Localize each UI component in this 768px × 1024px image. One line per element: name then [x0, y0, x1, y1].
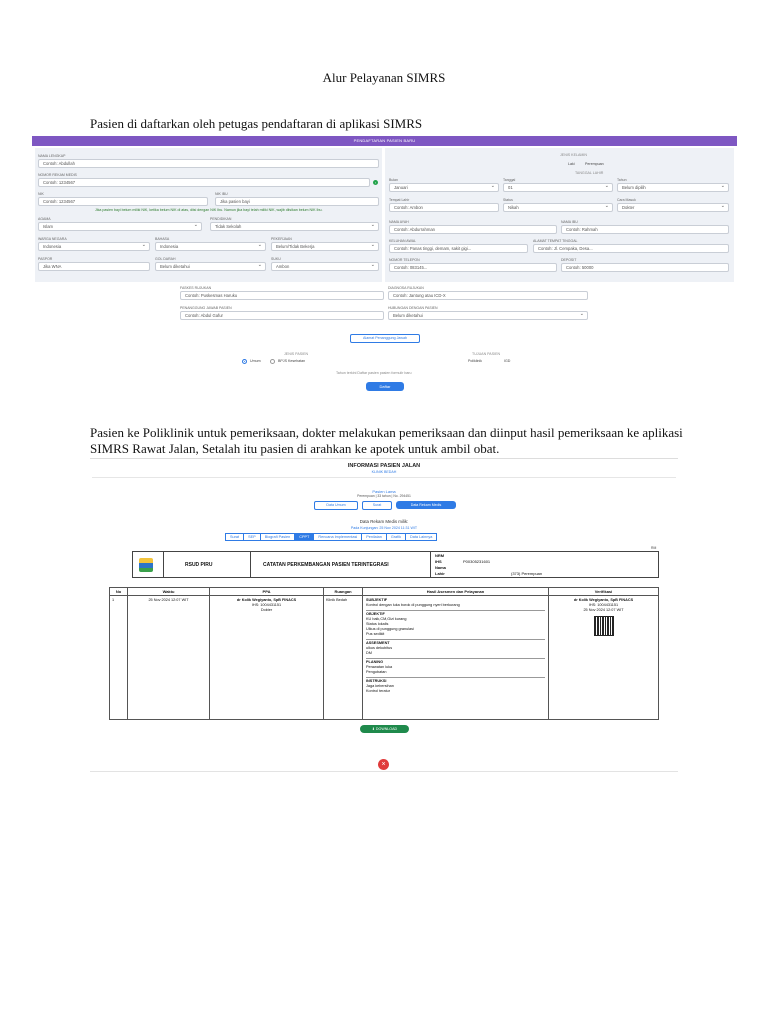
father-name-field[interactable]: NAMA AYAH Contoh: Abdurrahman [389, 220, 557, 234]
blood-type-select[interactable]: GOL DARAH Belum diketahui ⌄ [155, 257, 266, 271]
gender-option-female[interactable]: Perempuan [585, 162, 604, 166]
citizenship-select[interactable]: WARGA NEGARA Indonesia ⌄ [38, 237, 150, 251]
medical-record-button[interactable]: Data Rekam Medis [396, 501, 456, 509]
document-title: Alur Pelayanan SIMRS [322, 70, 446, 85]
patient-summary: Perempuan | 33 tahun | No. 294451 [357, 494, 411, 498]
tab-penilaian[interactable]: Penilaian [362, 534, 387, 540]
registration-form-header: PENDAFTARAN PASIEN BARU [32, 136, 737, 146]
tab-cppt[interactable]: CPPT [295, 534, 314, 540]
language-select[interactable]: BAHASA Indonesia ⌄ [155, 237, 266, 251]
table-row [110, 596, 659, 720]
row-assessment [363, 596, 549, 720]
occupation-select[interactable]: PEKERJAAN Belum/Tidak Bekerja ⌄ [271, 237, 379, 251]
soap-instruction: INSTRUKSI Jaga kebersihan Kontrol teratur [366, 679, 394, 693]
destination-emergency[interactable]: IGD [504, 359, 511, 363]
gender-label: JENIS KELAMIN [560, 153, 587, 157]
deposit-field[interactable]: DEPOSIT Contoh: 50000 [561, 258, 729, 272]
education-select[interactable]: PENDIDIKAN Tidak Sekolah ⌄ [210, 217, 379, 231]
close-icon[interactable]: × [378, 759, 389, 770]
soap-subjective: SUBJEKTIF Kontrol dengan luka borok di punggung nyeri berkurang [366, 597, 545, 611]
tab-grafik[interactable]: Grafik [387, 534, 406, 540]
referral-diagnosis-field[interactable]: DIAGNOSA RUJUKAN Contoh: Jantung atau ICD-X [388, 286, 588, 300]
qr-code-icon [594, 616, 614, 636]
nik-field[interactable]: NIK Contoh: 1234567 [38, 192, 208, 206]
paragraph-registration: Pasien di daftarkan oleh petugas pendaftaran di aplikasi SIMRS [90, 116, 423, 131]
cppt-header [132, 551, 659, 578]
destination-label: TUJUAN PASIEN [472, 352, 501, 356]
birth-year-select[interactable]: Tahun Belum dipilih ⌄ [617, 178, 729, 192]
outpatient-info-screenshot [90, 458, 678, 772]
mother-nik-field[interactable]: NIK IBU Jika pasien bayi [215, 192, 379, 206]
medical-record-field[interactable]: NOMOR REKAM MEDIS Contoh: 1234567 [38, 173, 370, 187]
tab-data-lainnya[interactable]: Data Lainnya [406, 534, 436, 540]
left-panel [35, 148, 382, 282]
address-field[interactable]: ALAMAT TEMPAT TINGGAL Contoh: Jl. Cempaka, Desa... [533, 239, 729, 253]
name-label: Nama [435, 565, 446, 570]
referral-facility-field[interactable]: FASKES RUJUKAN Contoh: Puskesmas Haruku [180, 286, 384, 300]
soap-planning: PLANING Perawatan luka Pengobatan [366, 659, 545, 678]
passport-field[interactable]: PASPOR Jika WNA [38, 257, 150, 271]
birth-month-select[interactable]: Bulan Januari ⌄ [389, 178, 499, 192]
soap-assessment: ASSESMENT ulkus dekubitus DM [366, 640, 545, 659]
info-subtitle: KLINIK BEDAH [371, 470, 397, 474]
row-time: 25 Nov 2024 12:07 WIT [128, 596, 210, 720]
patient-type-general-radio[interactable] [242, 359, 247, 364]
cppt-table [109, 587, 659, 720]
tab-biografi[interactable]: Biografi Pasien [261, 534, 296, 540]
birth-date-label: TANGGAL LAHIR [575, 171, 604, 175]
hospital-logo-icon [139, 558, 153, 572]
row-verification: dr Kolik Wegiyanto, SpB FINACS IHS: 1004431151 25 Nov 2024 12:07 WIT [549, 596, 659, 720]
patient-status: Pasien Lama [372, 489, 396, 494]
cppt-title: CATATAN PERKEMBANGAN PASIEN TERINTEGRASI [263, 562, 389, 568]
register-button[interactable]: Daftar [366, 382, 404, 391]
birth-day-select[interactable]: Tanggal 01 ⌄ [503, 178, 613, 192]
rm-marker: RM [651, 546, 657, 550]
guarantor-address-button[interactable]: Alamat Penanggung Jawab [350, 334, 420, 343]
destination-polyclinic[interactable]: Poliklinik [468, 359, 482, 363]
nrm-label: NRM [435, 553, 445, 558]
ethnicity-select[interactable]: SUKU Ambon ⌄ [271, 257, 379, 271]
ihs-label: IHS [435, 559, 442, 564]
col-verifikasi: Verifikasi [549, 588, 659, 596]
tab-rencana[interactable]: Rencana Implementasi [314, 534, 362, 540]
patient-type-label: JENIS PASIEN [284, 352, 309, 356]
patient-type-general-label: Umum [250, 359, 261, 363]
info-title: INFORMASI PASIEN JALAN [347, 463, 421, 469]
birth-place-field[interactable]: Tempat Lahir Contoh: Ambon [389, 198, 499, 212]
gender-option-male[interactable]: Laki [568, 162, 575, 166]
row-no: 1 [110, 596, 128, 720]
registration-form-screenshot [32, 136, 737, 392]
birth-label: Lahir [435, 571, 445, 576]
initial-complaint-field[interactable]: KELUHAN AWAL Contoh: Panas tinggi, demam, sakit gigi... [389, 239, 528, 253]
birth-value: (373) Perempuan [511, 571, 543, 576]
tab-surat[interactable]: Surat [226, 534, 244, 540]
religion-select[interactable]: AGAMA Islam ⌄ [38, 217, 202, 231]
nik-note: Jika pasien bayi belum miliki NIK, ketika belum NIK di atas, diisi dengan NIK Ibu. Namun jika bayi telah miliki NIK, wajib diisikan belum NIK Ibu. [95, 208, 323, 212]
col-ppa: PPA [210, 588, 324, 596]
col-hasil: Hasil Asesmen dan Pelayanan [363, 588, 549, 596]
mother-name-field[interactable]: NAMA IBU Contoh: Rahmah [561, 220, 729, 234]
marital-status-select[interactable]: Status Nikah ⌄ [503, 198, 613, 212]
record-owner-text: Data Rekam Medis milik: [359, 519, 409, 524]
divider [92, 477, 676, 478]
row-ppa: dr Kolik Wegiyanto, SpB FINACS IHS: 1004431151 Dokter [210, 596, 324, 720]
row-room: Klinik Bedah [324, 596, 363, 720]
record-visit-date: Pada Kunjungan: 25 Nov 2024 11:31 WIT [350, 526, 418, 530]
form-footnote: Tahun terkini Daftar pasien pasien formulir baru [336, 371, 412, 375]
col-no: No [110, 588, 128, 596]
ihs-value: P00305231601 [463, 559, 491, 564]
paragraph-outpatient: Pasien ke Poliklinik untuk pemeriksaan, dokter melakukan pemeriksaan dan diinput hasil pemeriksaan ke aplikasi SIMRS Rawat Jalan, Setalah itu pasien di arahkan ke apotek untuk ambil obat. [90, 425, 683, 456]
tab-sep[interactable]: SEP [244, 534, 261, 540]
entry-method-select[interactable]: Cara Masuk Dokter ⌄ [617, 198, 729, 212]
download-button[interactable]: ⬇ DOWNLOAD [360, 725, 409, 733]
col-ruangan: Ruangan [324, 588, 363, 596]
hospital-name: RSUD PIRU [185, 562, 213, 568]
guarantor-field[interactable]: PENANGGUNG JAWAB PASIEN Contoh: Abdul Gafur [180, 306, 384, 320]
right-panel [385, 148, 734, 282]
letter-button[interactable]: Surat [362, 501, 392, 510]
patient-type-bpjs-radio[interactable] [270, 359, 275, 364]
general-data-button[interactable]: Data Umum [314, 501, 358, 510]
col-waktu: Waktu [128, 588, 210, 596]
relationship-select[interactable]: HUBUNGAN DENGAN PASIEN Belum diketahui ⌄ [388, 306, 588, 320]
soap-objective: OBJEKTIF KU baik,CM,Gizi kurang Status lokalis Ulkus di punggung granulasi Pus sedikit [366, 611, 545, 640]
full-name-field[interactable]: NAMA LENGKAP Contoh: Abdullah [38, 154, 379, 168]
patient-type-bpjs-label: BPJS Kesehatan [278, 359, 306, 363]
download-icon: ⬇ [371, 727, 376, 731]
phone-field[interactable]: NOMOR TELEPON Contoh: 083145... [389, 258, 557, 272]
check-icon[interactable]: › [374, 180, 377, 185]
record-tabs [225, 533, 437, 541]
